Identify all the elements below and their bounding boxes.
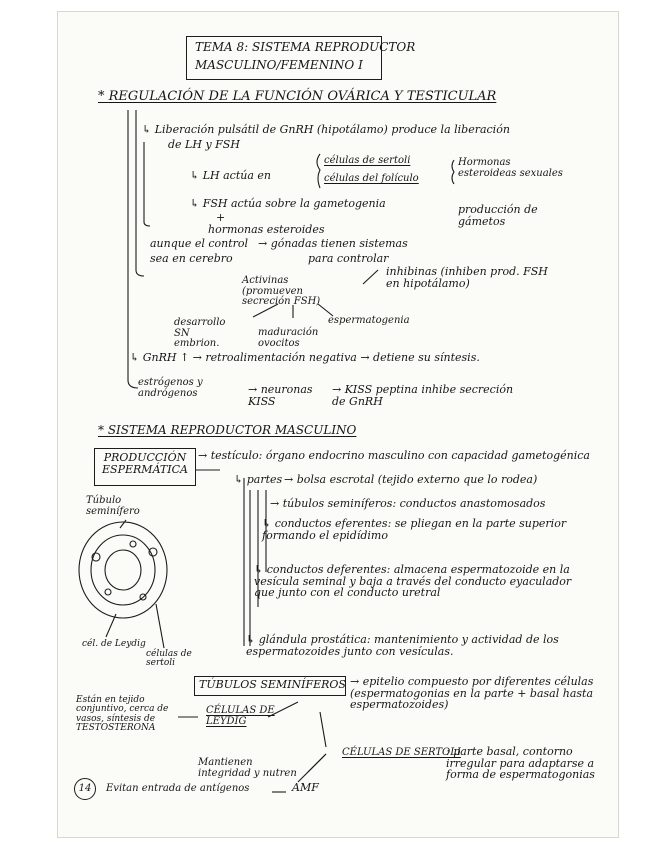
text-tubulos: → túbulos seminíferos: conductos anastomosados — [270, 497, 546, 510]
text-gonadas: → gónadas tienen sistemas — [258, 237, 408, 250]
text-liberacion: ↳ Liberación pulsátil de GnRH (hipotálamo) produce la liberación — [142, 123, 510, 136]
sertoli-heading: CÉLULAS DE SERTOLI — [342, 747, 461, 758]
section-heading-masculino: * SISTEMA REPRODUCTOR MASCULINO — [98, 423, 357, 437]
tubulos-box — [194, 676, 346, 696]
label-leydig: cél. de Leydig — [82, 639, 146, 649]
text-prostatica: ↳ glándula prostática: mantenimiento y actividad de los espermatozoides junto con vesículas. — [246, 633, 559, 658]
title-line-1: TEMA 8: SISTEMA REPRODUCTOR — [195, 40, 416, 54]
text-lh-actua: ↳ LH actúa en — [190, 169, 271, 182]
text-sea-cerebro: sea en cerebro — [150, 252, 233, 265]
text-leydig-desc: Están en tejido conjuntivo, cerca de vasos, síntesis de TESTOSTERONA — [76, 695, 169, 734]
text-amf: AMF — [292, 781, 319, 794]
text-neuronas: → neuronas KISS — [248, 383, 313, 408]
label-tubulo-seminifero: Túbulo seminífero — [86, 495, 140, 517]
produccion-box — [94, 448, 196, 486]
leydig-heading: CÉLULAS DE LEYDIG — [206, 705, 275, 727]
text-celulas-foliculo: células del folículo — [324, 173, 419, 184]
page-number: 14 — [74, 778, 96, 800]
text-estrogenos: estrógenos y andrógenos — [138, 377, 203, 399]
text-hormonas-esteroides: hormonas esteroides — [208, 223, 325, 236]
text-deferentes: ↳ conductos deferentes: almacena espermatozoide en la vesícula seminal y baja a través del conducto eyaculador que junto con el conducto uretral — [254, 563, 572, 600]
text-aunque: aunque el control — [150, 237, 249, 250]
text-para-controlar: para controlar — [308, 252, 389, 265]
text-mantienen: Mantienen integridad y nutren — [198, 757, 297, 779]
text-partes: ↳ partes — [234, 473, 283, 486]
text-gnrh: ↳ GnRH ↑ → retroalimentación negativa → detiene su síntesis. — [130, 351, 480, 364]
text-plus: + — [216, 211, 226, 224]
text-testiculo: → testículo: órgano endocrino masculino con capacidad gametogénica — [198, 449, 590, 462]
text-activinas: Activinas (promueven secreción FSH) — [242, 275, 321, 307]
text-hormonas: Hormonas esteroideas sexuales — [458, 157, 563, 179]
notebook-page — [58, 12, 618, 837]
text-kiss: → KISS peptina inhibe secreción de GnRH — [332, 383, 514, 408]
text-bolsa: → bolsa escrotal (tejido externo que lo rodea) — [284, 473, 538, 486]
text-lh-fsh: de LH y FSH — [168, 138, 240, 151]
text-inhibinas: inhibinas (inhiben prod. FSH en hipotálamo) — [386, 265, 548, 290]
text-sertoli-desc: : parte basal, contorno irregular para adaptarse a forma de espermatogonias — [446, 745, 595, 782]
text-maduracion: maduración ovocitos — [258, 327, 319, 349]
text-celulas-sertoli: células de sertoli — [324, 155, 411, 166]
text-espermatogenia: espermatogenia — [328, 315, 410, 326]
title-line-2: MASCULINO/FEMENINO I — [195, 58, 363, 72]
text-epitelio: → epitelio compuesto por diferentes células (espermatogonias en la parte + basal hasta espermatozoides) — [350, 675, 594, 712]
text-desarrollo: desarrollo SN embrion. — [174, 317, 226, 349]
text-fsh-actua: ↳ FSH actúa sobre la gametogenia — [190, 197, 386, 210]
text-evitan: Evitan entrada de antígenos — [106, 783, 250, 794]
section-heading-regulacion: * REGULACIÓN DE LA FUNCIÓN OVÁRICA Y TESTICULAR — [98, 89, 497, 104]
tubulos-box-label: TÚBULOS SEMINÍFEROS — [199, 678, 346, 691]
label-sertoli: células de sertoli — [146, 649, 192, 669]
produccion-label: PRODUCCIÓN ESPERMÁTICA — [102, 451, 188, 476]
title-box — [186, 36, 416, 80]
text-produccion-gametos: producción de gámetos — [458, 203, 538, 228]
text-eferentes: ↳ conductos eferentes: se pliegan en la parte superior formando el epidídimo — [262, 517, 567, 542]
